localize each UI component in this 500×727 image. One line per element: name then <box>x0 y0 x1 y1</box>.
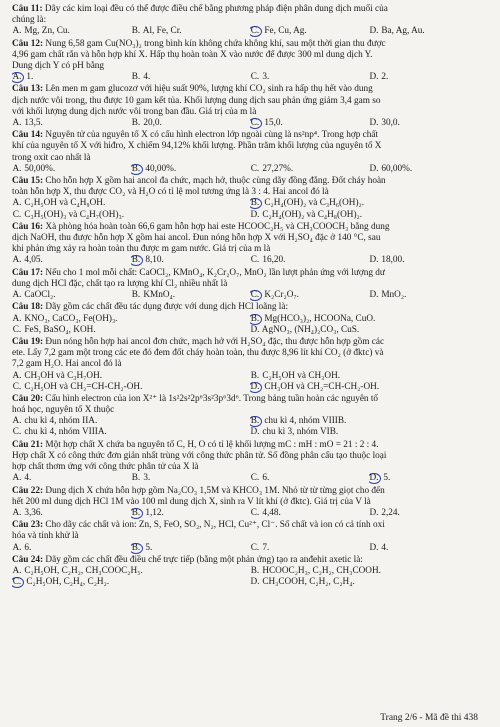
page-footer: Trang 2/6 - Mã đề thi 438 <box>380 713 478 723</box>
answer-text: 15,0. <box>262 117 283 128</box>
question-stem-first-line <box>12 302 488 313</box>
circled-answer-letter: B. <box>131 164 143 175</box>
answer-text: KMnO₄. <box>141 290 176 301</box>
circled-answer-letter: C. <box>250 290 262 301</box>
answer-row <box>12 118 488 129</box>
question-block <box>12 268 488 301</box>
answer-option[interactable] <box>369 26 488 37</box>
answer-option[interactable] <box>131 255 250 266</box>
circled-answer-letter: C. <box>250 26 262 37</box>
question-text: Một hợp chất X chứa ba nguyên tố C, H, O có tỉ lệ khối lượng mC : mH : mO = 21 : 2 : 4. <box>43 439 379 450</box>
question-stem-first-line <box>12 337 488 348</box>
question-block <box>12 176 488 221</box>
answer-letter: C. <box>12 427 22 438</box>
question-stem-first-line <box>12 555 488 566</box>
answer-row <box>12 427 488 438</box>
answer-letter: D. <box>369 290 379 301</box>
answer-option[interactable] <box>131 473 250 484</box>
answer-option[interactable] <box>12 427 250 438</box>
answer-option[interactable] <box>369 290 488 301</box>
question-stem-line: dịch nước vôi trong, thu được 10 gam kết tủa. Khối lượng dung dịch sau phản ứng giảm 3,4 gam so <box>12 95 381 106</box>
question-number: Câu 11: <box>12 4 43 14</box>
question-number: Câu 13: <box>12 84 44 95</box>
answer-letter: D. <box>369 542 379 553</box>
circled-answer-letter: C. <box>250 118 262 129</box>
answer-option[interactable] <box>250 473 369 484</box>
question-stem-line: hóa và tính khử là <box>12 531 79 542</box>
question-stem-line: dung dịch HCl đặc, chất tạo ra lượng khí Cl₂ nhiều nhất là <box>12 278 228 289</box>
answer-option[interactable] <box>250 290 369 301</box>
answer-option[interactable] <box>369 543 488 554</box>
answer-option[interactable] <box>12 290 131 301</box>
answer-text: 2. <box>379 72 389 83</box>
answer-option[interactable] <box>12 566 250 577</box>
answer-letter: A. <box>12 507 22 518</box>
answer-option[interactable] <box>250 164 369 175</box>
answer-letter: C. <box>250 542 260 553</box>
answer-letter: D. <box>369 117 379 128</box>
answer-letter: B. <box>131 72 141 83</box>
question-block <box>12 130 488 175</box>
answer-text: CH₃OH và CH₂=CH-CH₂-OH. <box>262 381 380 392</box>
answer-row <box>12 543 488 554</box>
question-number: Câu 21: <box>12 439 44 450</box>
question-stem-line: 4,96 gam chất rắn và hỗn hợp khí X. Hấp thụ hoàn toàn X vào nước để được 300 ml dung dịch Y. <box>12 49 373 60</box>
answer-letter: D. <box>369 163 379 174</box>
answer-text: 4. <box>141 72 151 83</box>
answer-text: 60,00%. <box>379 163 413 174</box>
answer-letter: B. <box>131 117 141 128</box>
answer-row <box>12 314 488 325</box>
answer-letter: D. <box>250 427 260 438</box>
answer-text: 13,5. <box>22 117 43 128</box>
answer-letter: A. <box>12 566 22 577</box>
circled-answer-letter: B. <box>131 508 143 519</box>
question-stem-first-line <box>12 39 488 50</box>
answer-option[interactable] <box>12 255 131 266</box>
answer-option[interactable] <box>12 325 250 336</box>
answer-text: 3. <box>141 473 151 484</box>
circled-answer-letter: A. <box>12 72 24 83</box>
question-text: Đun nóng hỗn hợp hai ancol đơn chức, mạch hở với H₂SO₄ đặc, thu được hỗn hợp gồm các <box>43 337 385 348</box>
question-text: Cho dãy các chất và ion: Zn, S, FeO, SO₂, N₂, HCl, Cu²⁺, Cl⁻. Số chất và ion có cả tính oxi <box>43 520 385 531</box>
answer-letter: D. <box>369 72 379 83</box>
answer-option[interactable] <box>369 164 488 175</box>
answer-row <box>12 198 488 209</box>
question-text: Dãy gồm các chất đều tác dụng được với dung dịch HCl loãng là: <box>43 302 289 313</box>
question-text: Xà phòng hóa hoàn toàn 66,6 gam hỗn hợp hai este HCOOC₂H₅ và CH₃COOCH₃ bằng dung <box>43 221 390 232</box>
answer-text: 50,00%. <box>22 163 56 174</box>
question-stem-first-line <box>12 394 488 405</box>
question-stem-line: hoá học, nguyên tố X thuộc <box>12 405 115 416</box>
question-stem-line: hết 200 ml dung dịch HCl 1M vào 100 ml dung dịch X, sinh ra V lít khí (ở đktc). Giá trị của V là <box>12 496 371 507</box>
question-text: Lên men m gam glucozơ với hiệu suất 90%, lượng khí CO₂ sinh ra hấp thụ hết vào dung <box>43 84 373 95</box>
answer-text: 16,20. <box>260 255 286 266</box>
answer-option[interactable] <box>12 382 250 393</box>
answer-text: 3,36. <box>22 507 43 518</box>
answer-letter: A. <box>12 163 22 174</box>
answer-row <box>12 382 488 393</box>
answer-text: 5. <box>381 473 391 484</box>
answer-option[interactable] <box>250 416 488 427</box>
answer-row <box>12 210 488 221</box>
answer-text: 40,00%. <box>143 163 177 174</box>
circled-answer-letter: B. <box>131 255 143 266</box>
answer-row <box>12 371 488 382</box>
answer-option[interactable] <box>12 72 131 83</box>
answer-text: C₂H₅OH và CH₂=CH-CH₂-OH. <box>22 381 143 392</box>
question-stem-line: Dung dịch Y có pH bằng <box>12 60 105 71</box>
answer-row <box>12 473 488 484</box>
question-block <box>12 302 488 335</box>
answer-option[interactable] <box>369 72 488 83</box>
answer-text: 4,05. <box>22 255 43 266</box>
question-number: Câu 16: <box>12 221 44 232</box>
answer-letter: A. <box>12 290 22 301</box>
answer-text: C₃H₅(OH)₃ và C₄H₇(OH)₃. <box>22 209 125 220</box>
answer-option[interactable] <box>369 508 488 519</box>
answer-option[interactable] <box>12 198 250 209</box>
question-stem-line: khí của nguyên tố X với hiđro, X chiếm 94,12% khối lượng. Phần trăm khối lượng của nguyên tố X <box>12 141 382 152</box>
answer-option[interactable] <box>12 164 131 175</box>
question-stem-first-line <box>12 440 488 451</box>
answer-text: C₂H₅OH và CH₃OH. <box>260 370 341 381</box>
question-text: Cấu hình electron của ion X²⁺ là 1s²2s²2p⁶3s²3p⁶3d⁶. Trong bảng tuần hoàn các nguyên tố <box>43 394 379 404</box>
answer-text: C₂H₅OH, C₂H₂, CH₃COOC₂H₅. <box>22 566 143 577</box>
question-number: Câu 12: <box>12 38 44 49</box>
question-text: Dãy các kim loại đều có thể được điều chế bằng phương pháp điện phân dung dịch muối của <box>42 4 388 14</box>
answer-text: 30,0. <box>379 117 400 128</box>
answer-letter: B. <box>131 26 141 37</box>
question-stem-first-line <box>12 520 488 531</box>
question-text: Cho hỗn hợp X gồm hai ancol đa chức, mạch hở, thuộc cùng dãy đồng đẳng. Đốt cháy hoàn <box>43 176 386 187</box>
answer-text: C₂H₄(OH)₂ và C₃H₆(OH)₂. <box>262 198 365 209</box>
question-stem-line: hợp chất thơm ứng với công thức phân tử của X là <box>12 462 199 473</box>
answer-text: 1. <box>24 72 34 83</box>
answer-text: 18,00. <box>379 255 405 266</box>
answer-text: Mg(HCO₃)₂, HCOONa, CuO. <box>262 313 376 324</box>
question-block <box>12 520 488 553</box>
answer-row <box>12 325 488 336</box>
answer-text: KNO₃, CaCO₃, Fe(OH)₃. <box>22 313 118 324</box>
question-stem-first-line <box>12 176 488 187</box>
answer-text: 3. <box>260 72 270 83</box>
answer-text: 6. <box>260 473 270 484</box>
answer-option[interactable] <box>250 255 369 266</box>
question-number: Câu 24: <box>12 554 44 565</box>
question-text: Nung 6,58 gam Cu(NO₃)₂ trong bình kín không chứa không khí, sau một thời gian thu được <box>43 38 386 49</box>
answer-row <box>12 164 488 175</box>
answer-row <box>12 290 488 301</box>
answer-text: MnO₂. <box>379 290 407 301</box>
answer-option[interactable] <box>250 543 369 554</box>
question-block <box>12 337 488 393</box>
answer-text: C₂H₅OH và C₄H₉OH. <box>22 198 106 209</box>
question-block <box>12 555 488 588</box>
circled-answer-letter: B. <box>250 198 262 209</box>
answer-option[interactable] <box>250 577 488 588</box>
answer-text: K₂Cr₂O₇. <box>262 290 299 301</box>
answer-text: Al, Fe, Cr. <box>141 26 182 37</box>
question-stem-line: khi phản ứng xảy ra hoàn toàn thu được m gam nước. Giá trị của m là <box>12 244 271 255</box>
answer-option[interactable] <box>12 473 131 484</box>
question-block <box>12 39 488 84</box>
answer-letter: C. <box>12 324 22 335</box>
question-stem-first-line <box>12 486 488 497</box>
answer-text: 8,10. <box>143 255 164 266</box>
answer-letter: D. <box>369 255 379 266</box>
answer-letter: A. <box>12 313 22 324</box>
answer-letter: B. <box>250 566 260 577</box>
answer-letter: C. <box>250 163 260 174</box>
answer-row <box>12 26 488 37</box>
answer-letter: A. <box>12 117 22 128</box>
answer-row <box>12 577 488 588</box>
answer-text: chu kì 3, nhóm VIB. <box>260 427 339 438</box>
answer-text: chu kì 4, nhóm VIIIA. <box>22 427 107 438</box>
answer-letter: D. <box>250 324 260 335</box>
answer-text: 6. <box>22 542 32 553</box>
question-number: Câu 17: <box>12 267 44 278</box>
answer-option[interactable] <box>250 382 488 393</box>
circled-answer-letter: B. <box>250 416 262 427</box>
answer-option[interactable] <box>250 72 369 83</box>
answer-option[interactable] <box>131 118 250 129</box>
answer-text: Ba, Ag, Au. <box>379 26 425 37</box>
answer-option[interactable] <box>131 508 250 519</box>
question-block <box>12 84 488 129</box>
answer-letter: C. <box>12 209 22 220</box>
answer-option[interactable] <box>369 473 488 484</box>
answer-row <box>12 255 488 266</box>
answer-letter: D. <box>369 26 379 37</box>
answer-option[interactable] <box>250 198 488 209</box>
question-stem-line: Hợp chất X có công thức đơn giản nhất trùng với công thức phân tử. Số đồng phân cấu tạo thuộc loại <box>12 450 387 461</box>
answer-letter: A. <box>12 473 22 484</box>
answer-text: CaOCl₂. <box>22 290 56 301</box>
answer-letter: C. <box>250 255 260 266</box>
answer-option[interactable] <box>250 26 369 37</box>
answer-option[interactable] <box>131 164 250 175</box>
answer-letter: A. <box>12 542 22 553</box>
answer-text: 20,0. <box>141 117 162 128</box>
answer-text: chu kì 4, nhóm IIA. <box>22 416 98 427</box>
answer-text: C₂H₄(OH)₂ và C₄H₈(OH)₂. <box>260 209 363 220</box>
answer-letter: C. <box>12 381 22 392</box>
question-text: Nếu cho 1 mol mỗi chất: CaOCl₂, KMnO₄, K₂Cr₂O₇, MnO₂ lần lượt phản ứng với lượng dư <box>43 267 385 278</box>
answer-option[interactable] <box>131 543 250 554</box>
answer-option[interactable] <box>250 427 488 438</box>
answer-row <box>12 72 488 83</box>
answer-option[interactable] <box>12 26 131 37</box>
question-stem-first-line <box>12 4 488 15</box>
answer-text: chu kì 4, nhóm VIIIB. <box>262 416 347 427</box>
question-number: Câu 23: <box>12 520 44 531</box>
question-number: Câu 19: <box>12 337 44 348</box>
answer-text: 7. <box>260 542 270 553</box>
circled-answer-letter: B. <box>131 543 143 554</box>
answer-letter: A. <box>12 416 22 427</box>
answer-letter: B. <box>131 473 141 484</box>
answer-text: HCOOC₂H₃, C₂H₂, CH₃COOH. <box>260 566 381 577</box>
question-stem-first-line <box>12 268 488 279</box>
answer-text: C₂H₅OH, C₂H₄, C₂H₂. <box>24 577 110 588</box>
answer-option[interactable] <box>12 543 131 554</box>
answer-option[interactable] <box>12 210 250 221</box>
answer-text: 27,27%. <box>260 163 294 174</box>
answer-option[interactable] <box>250 371 488 382</box>
question-number: Câu 18: <box>12 302 44 313</box>
circled-answer-letter: C. <box>12 577 24 588</box>
answer-option[interactable] <box>250 210 488 221</box>
answer-option[interactable] <box>131 26 250 37</box>
answer-option[interactable] <box>369 255 488 266</box>
circled-answer-letter: D. <box>369 473 381 484</box>
question-stem-line: toàn hỗn hợp X, thu được CO₂ và H₂O có tỉ lệ mol tương ứng là 3 : 4. Hai ancol đó là <box>12 187 329 198</box>
question-block <box>12 486 488 519</box>
question-text: Dãy gồm các chất đều điều chế trực tiếp (bằng một phản ứng) tạo ra anđehit axetic là: <box>43 554 363 565</box>
question-block <box>12 394 488 439</box>
answer-text: FeS, BaSO₄, KOH. <box>22 324 96 335</box>
question-stem-line: trong oxit cao nhất là <box>12 152 91 163</box>
answer-option[interactable] <box>250 566 488 577</box>
question-stem-line: dịch NaOH, thu được hỗn hợp X gồm hai ancol. Đun nóng hỗn hợp X với H₂SO₄ đặc ở 140 °C, sau <box>12 233 381 244</box>
answer-row <box>12 416 488 427</box>
question-text: Dung dịch X chứa hỗn hợp gồm Na₂CO₃ 1,5M và KHCO₃ 1M. Nhỏ từ từ từng giọt cho đến <box>43 485 385 496</box>
answer-option[interactable] <box>250 508 369 519</box>
question-stem-line: với khối lượng dung dịch nước vôi trong ban đầu. Giá trị của m là <box>12 106 257 117</box>
answer-option[interactable] <box>12 577 250 588</box>
answer-option[interactable] <box>250 314 488 325</box>
answer-text: 5. <box>143 542 153 553</box>
circled-answer-letter: D. <box>250 382 262 393</box>
answer-letter: D. <box>250 209 260 220</box>
question-text: Nguyên tử của nguyên tố X có cấu hình electron lớp ngoài cùng là ns²np⁴. Trong hợp chất <box>43 130 379 141</box>
answer-text: CH₃COOH, C₂H₂, C₂H₄. <box>260 577 355 588</box>
question-stem-line: chúng là: <box>12 15 47 26</box>
answer-text: CH₃OH và C₃H₇OH. <box>22 370 103 381</box>
answer-text: Fe, Cu, Ag. <box>262 26 307 37</box>
answer-letter: D. <box>250 577 260 588</box>
answer-letter: A. <box>12 255 22 266</box>
answer-option[interactable] <box>12 416 250 427</box>
answer-letter: D. <box>369 507 379 518</box>
answer-row <box>12 508 488 519</box>
question-block <box>12 440 488 485</box>
answer-option[interactable] <box>250 325 488 336</box>
question-number: Câu 15: <box>12 176 44 187</box>
answer-letter: C. <box>250 473 260 484</box>
answer-option[interactable] <box>12 371 250 382</box>
answer-letter: B. <box>131 290 141 301</box>
circled-answer-letter: B. <box>250 314 262 325</box>
answer-letter: A. <box>12 26 22 37</box>
answer-option[interactable] <box>12 314 250 325</box>
question-block <box>12 4 488 37</box>
answer-letter: A. <box>12 198 22 209</box>
answer-option[interactable] <box>131 290 250 301</box>
answer-row <box>12 566 488 577</box>
answer-text: AgNO₃, (NH₄)₂CO₃, CuS. <box>260 324 360 335</box>
question-stem-line: 7,2 gam H₂O. Hai ancol đó là <box>12 359 122 370</box>
question-number: Câu 20: <box>12 394 44 404</box>
question-stem-line: ete. Lấy 7,2 gam một trong các ete đó đem đốt cháy hoàn toàn, thu được 8,96 lít khí CO₂ (ở đktc) và <box>12 348 384 359</box>
answer-text: 4. <box>379 542 389 553</box>
question-stem-first-line <box>12 130 488 141</box>
answer-letter: C. <box>250 507 260 518</box>
answer-text: 1,12. <box>143 507 164 518</box>
answer-option[interactable] <box>12 508 131 519</box>
answer-letter: A. <box>12 370 22 381</box>
answer-text: 2,24. <box>379 507 400 518</box>
question-stem-first-line <box>12 222 488 233</box>
question-number: Câu 14: <box>12 130 44 141</box>
answer-option[interactable] <box>369 118 488 129</box>
question-block <box>12 222 488 267</box>
answer-text: Mg, Zn, Cu. <box>22 26 70 37</box>
answer-text: 4,48. <box>260 507 281 518</box>
question-number: Câu 22: <box>12 485 44 496</box>
answer-letter: C. <box>250 72 260 83</box>
answer-text: 4. <box>22 473 32 484</box>
answer-option[interactable] <box>12 118 131 129</box>
answer-option[interactable] <box>250 118 369 129</box>
question-list <box>12 4 488 588</box>
answer-option[interactable] <box>131 72 250 83</box>
question-stem-first-line <box>12 84 488 95</box>
answer-letter: B. <box>250 370 260 381</box>
